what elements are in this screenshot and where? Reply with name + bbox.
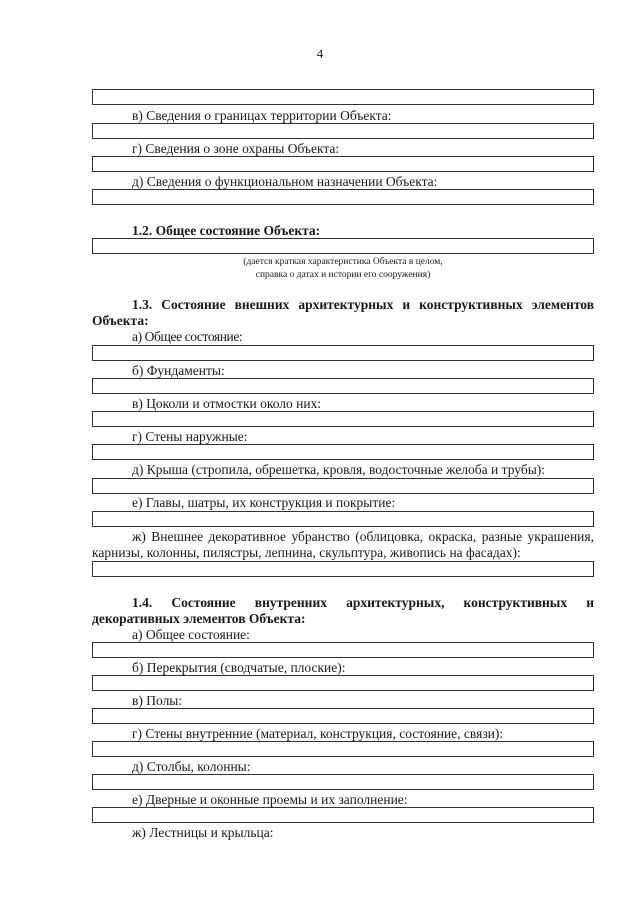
label-ceilings: б) Перекрытия (сводчатые, плоские):: [132, 660, 346, 675]
label-protection-zone: г) Сведения о зоне охраны Объекта:: [132, 141, 340, 156]
field-box-outer-walls[interactable]: [92, 444, 594, 460]
label-foundations: б) Фундаменты:: [132, 363, 225, 378]
field-box-protection-zone[interactable]: [92, 156, 594, 172]
label-decoration-2: карнизы, колонны, пилястры, лепнина, скульптура, живопись на фасадах):: [92, 545, 521, 560]
heading-internal-elements-2: декоративных элементов Объекта:: [92, 611, 306, 626]
field-box-ceilings[interactable]: [92, 675, 594, 691]
page-number: 4: [316, 46, 324, 61]
heading-general-state: 1.2. Общее состояние Объекта:: [132, 223, 321, 238]
label-boundaries: в) Сведения о границах территории Объекта:: [132, 108, 392, 123]
field-box-external-general[interactable]: [92, 345, 594, 361]
field-box-internal-general[interactable]: [92, 642, 594, 658]
field-box-general-state[interactable]: [92, 238, 594, 254]
note-general-state-2: справка о датах и истории его сооружения): [255, 270, 431, 280]
note-general-state-1: (дается краткая характеристика Объекта в целом,: [243, 257, 443, 267]
field-box-previous[interactable]: [92, 89, 594, 105]
label-floors: в) Полы:: [132, 693, 183, 708]
label-external-general: а) Общее состояние:: [132, 329, 243, 344]
field-box-inner-walls[interactable]: [92, 741, 594, 757]
label-openings: е) Дверные и оконные проемы и их заполнение:: [132, 792, 408, 807]
field-box-domes[interactable]: [92, 511, 594, 527]
field-box-plinths[interactable]: [92, 411, 594, 427]
heading-external-elements-1: 1.3. Состояние внешних архитектурных и конструктивных элементов: [132, 297, 594, 312]
field-box-openings[interactable]: [92, 807, 594, 823]
field-box-boundaries[interactable]: [92, 123, 594, 139]
label-pillars: д) Столбы, колонны:: [132, 759, 251, 774]
heading-external-elements-2: Объекта:: [92, 313, 149, 328]
label-roof: д) Крыша (стропила, обрешетка, кровля, водосточные желоба и трубы):: [132, 462, 546, 477]
field-box-pillars[interactable]: [92, 774, 594, 790]
label-internal-general: а) Общее состояние:: [132, 627, 250, 642]
label-domes: е) Главы, шатры, их конструкция и покрытие:: [132, 495, 396, 510]
label-stairs: ж) Лестницы и крыльца:: [132, 825, 274, 840]
field-box-floors[interactable]: [92, 708, 594, 724]
label-plinths: в) Цоколи и отмостки около них:: [132, 396, 322, 411]
label-decoration-1: ж) Внешнее декоративное убранство (облицовка, окраска, разные украшения,: [132, 529, 594, 544]
label-functional-purpose: д) Сведения о функциональном назначении Объекта:: [132, 174, 438, 189]
field-box-foundations[interactable]: [92, 378, 594, 394]
label-outer-walls: г) Стены наружные:: [132, 429, 248, 444]
label-inner-walls: г) Стены внутренние (материал, конструкция, состояние, связи):: [132, 726, 504, 741]
field-box-roof[interactable]: [92, 478, 594, 494]
heading-internal-elements-1: 1.4. Состояние внутренних архитектурных, конструктивных и: [132, 595, 594, 610]
field-box-decoration[interactable]: [92, 561, 594, 577]
field-box-functional-purpose[interactable]: [92, 189, 594, 205]
